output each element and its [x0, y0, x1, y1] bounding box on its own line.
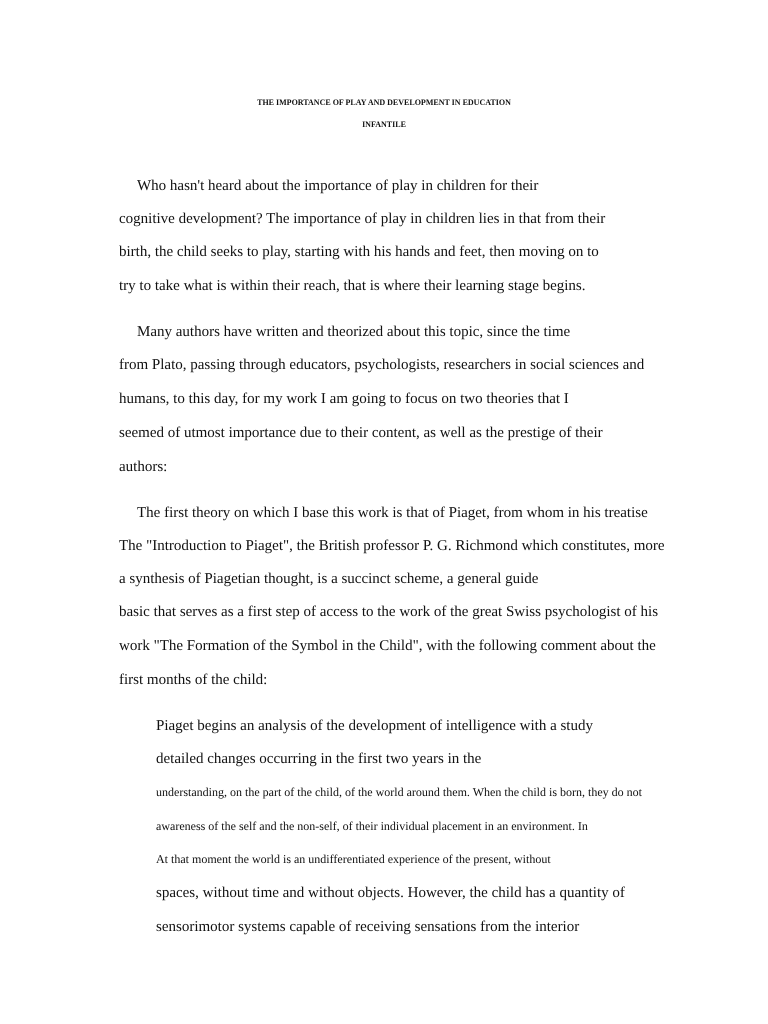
quote-line: understanding, on the part of the child, of the world around them. When the child is born, they do not: [156, 785, 643, 799]
paragraph-line: work "The Formation of the Symbol in the Child", with the following comment about the: [119, 638, 656, 654]
paragraph-line: basic that serves as a first step of access to the work of the great Swiss psychologist of his: [119, 604, 659, 620]
quote-line: detailed changes occurring in the first two years in the: [156, 751, 482, 767]
quote-line: spaces, without time and without objects. However, the child has a quantity of: [156, 885, 625, 901]
paragraph-line: Who hasn't heard about the importance of play in children for their: [137, 178, 539, 194]
paragraph-line: humans, to this day, for my work I am going to focus on two theories that I: [119, 391, 569, 407]
paragraph-line: The "Introduction to Piaget", the British professor P. G. Richmond which constitutes, more: [119, 538, 665, 554]
paragraph-line: cognitive development? The importance of play in children lies in that from their: [119, 211, 606, 227]
quote-line: At that moment the world is an undifferentiated experience of the present, without: [156, 852, 551, 866]
paragraph-line: birth, the child seeks to play, starting with his hands and feet, then moving on to: [119, 244, 599, 260]
quote-line: Piaget begins an analysis of the development of intelligence with a study: [156, 718, 593, 734]
paragraph-line: Many authors have written and theorized about this topic, since the time: [137, 324, 571, 340]
paragraph-line: The first theory on which I base this work is that of Piaget, from whom in his treatise: [137, 505, 648, 521]
paragraph-line: from Plato, passing through educators, psychologists, researchers in social sciences and: [119, 357, 645, 373]
paragraph-line: seemed of utmost importance due to their content, as well as the prestige of their: [119, 425, 603, 441]
title-line-2: INFANTILE: [362, 120, 406, 129]
quote-line: sensorimotor systems capable of receiving sensations from the interior: [156, 919, 580, 935]
paragraph-line: authors:: [119, 459, 168, 475]
paragraph-line: try to take what is within their reach, that is where their learning stage begins.: [119, 278, 586, 294]
paragraph-line: a synthesis of Piagetian thought, is a succinct scheme, a general guide: [119, 571, 539, 587]
paragraph-line: first months of the child:: [119, 672, 268, 688]
quote-line: awareness of the self and the non-self, of their individual placement in an environment. In: [156, 819, 588, 833]
title-line-1: THE IMPORTANCE OF PLAY AND DEVELOPMENT IN EDUCATION: [257, 98, 511, 107]
